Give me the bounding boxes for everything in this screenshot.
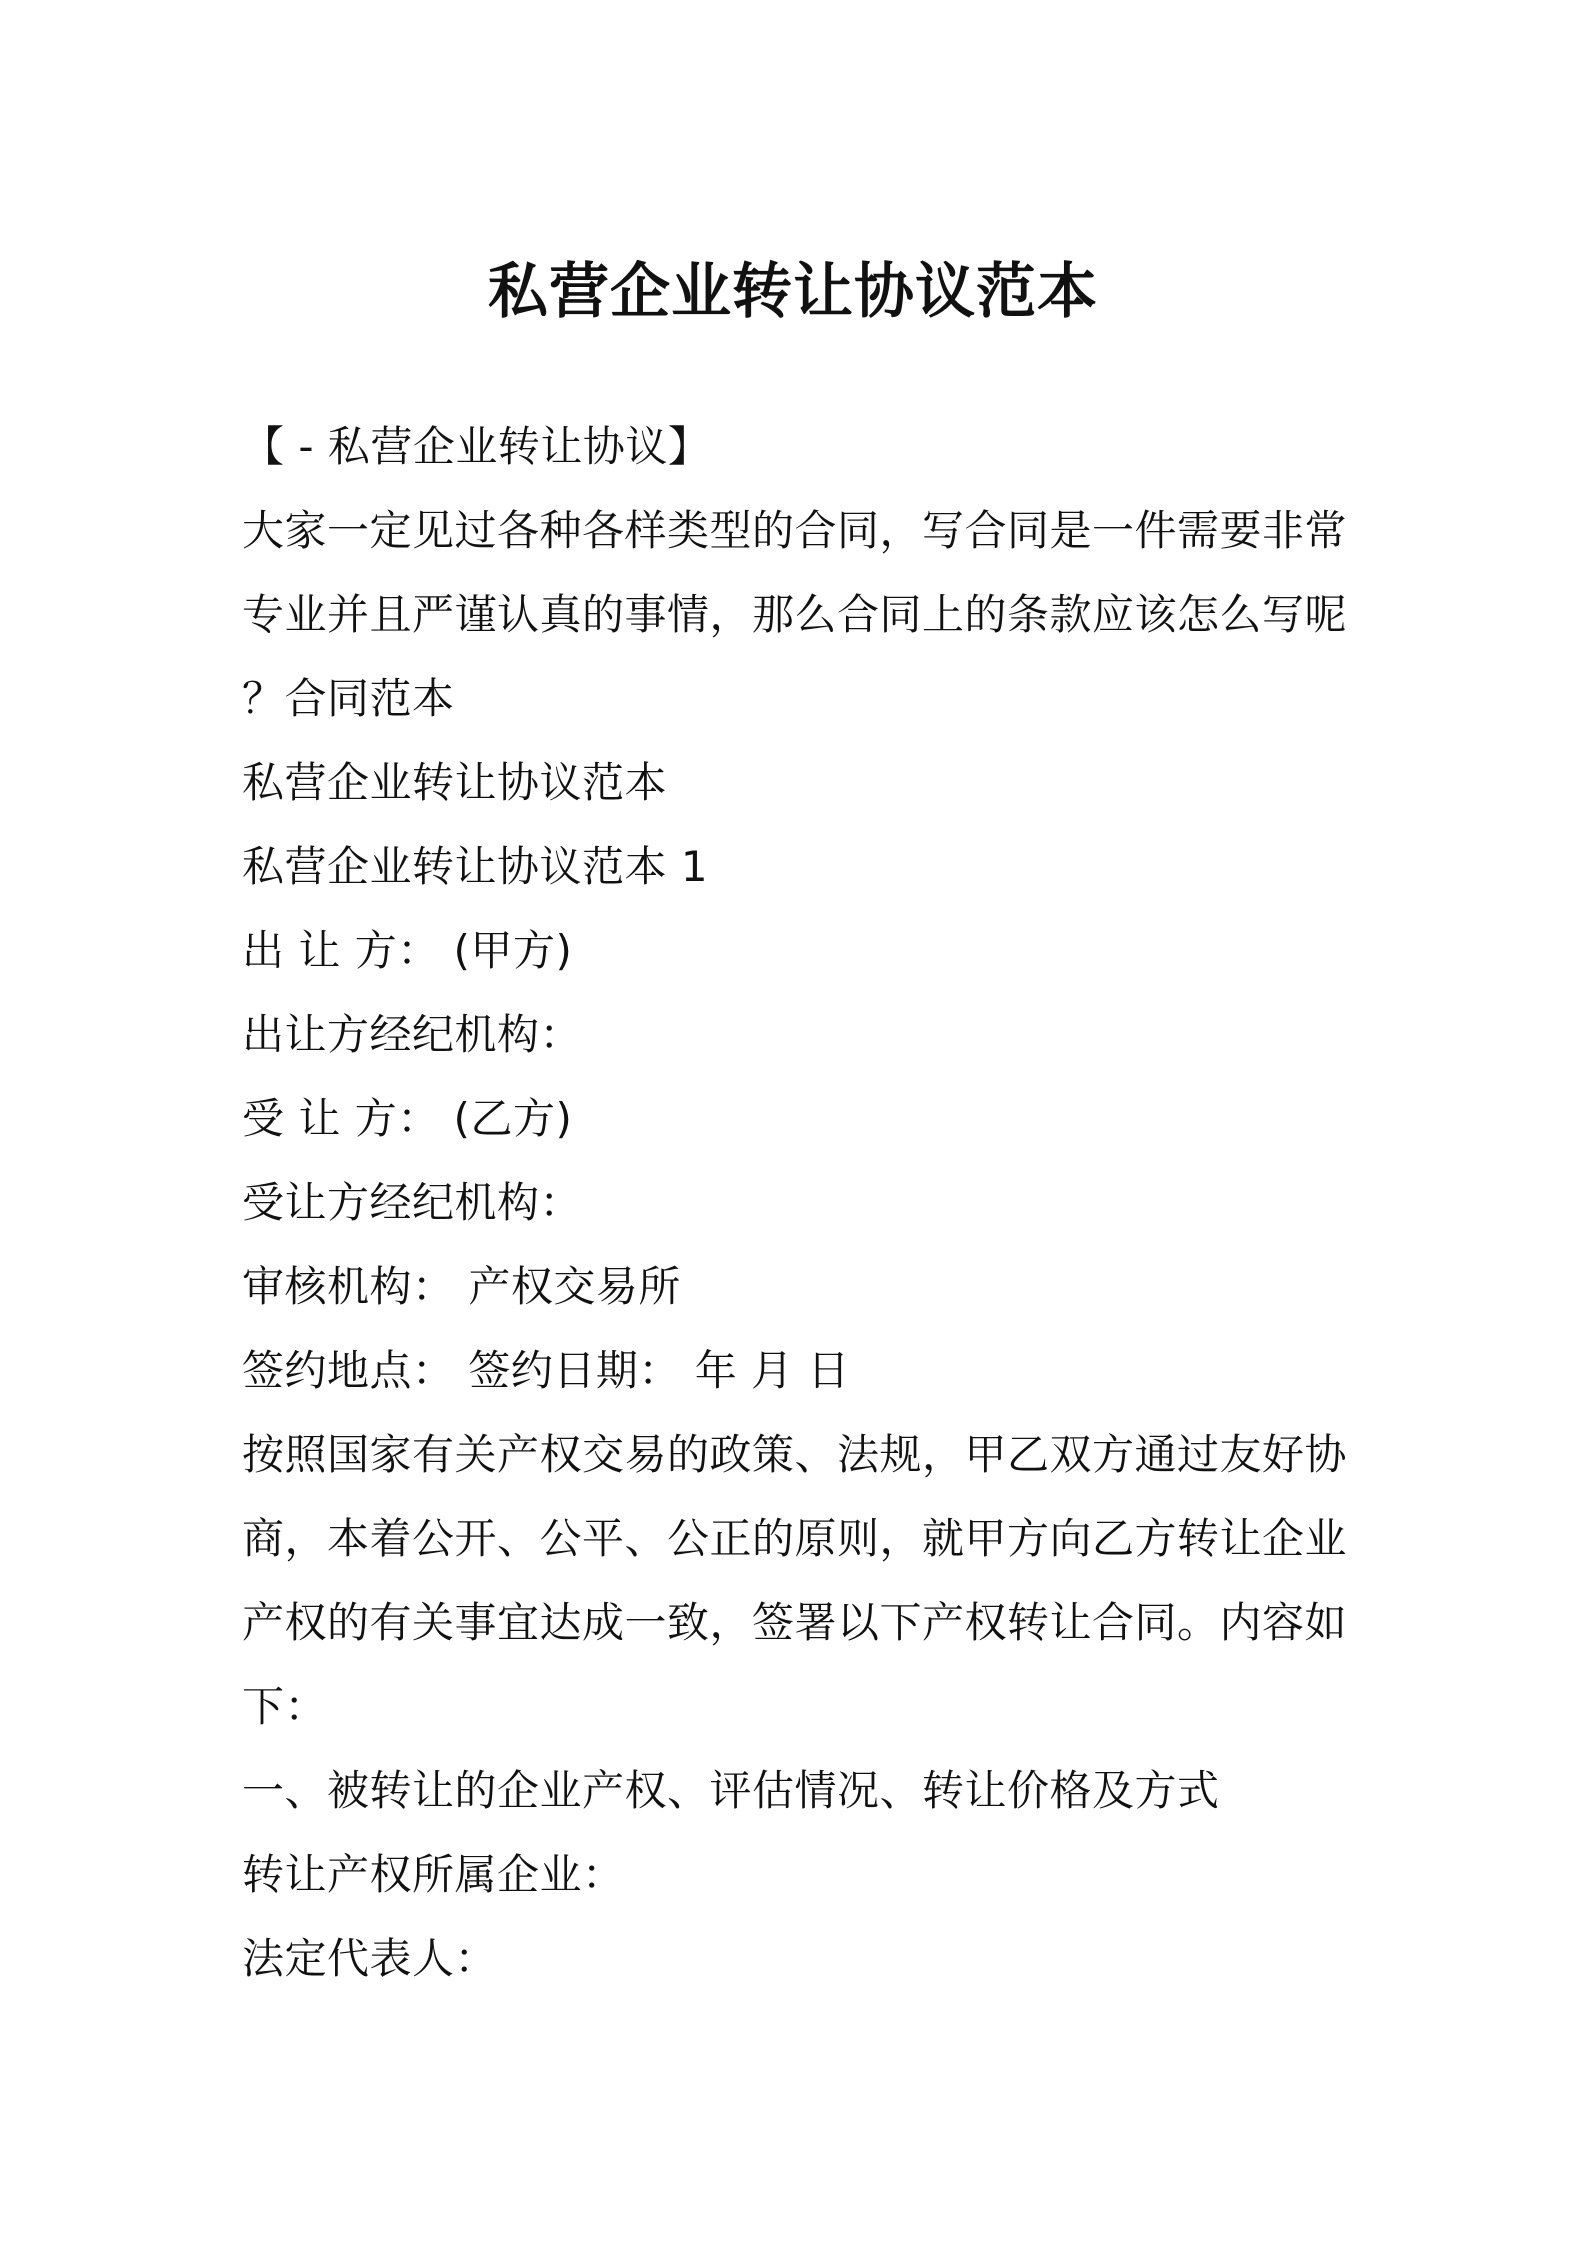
preamble-line-1: 按照国家有关产权交易的政策、法规，甲乙双方通过友好协	[242, 1430, 1348, 1479]
review-agency-line: 审核机构： 产权交易所	[242, 1262, 681, 1311]
transferor-agency-line: 出让方经纪机构：	[242, 1010, 583, 1059]
sample-heading-line: 私营企业转让协议范本 1	[242, 842, 709, 891]
document-body	[242, 405, 1362, 2001]
preamble-line-3: 产权的有关事宜达成一致，签署以下产权转让合同。内容如	[242, 1598, 1348, 1647]
intro-line-1: 大家一定见过各种各样类型的合同，写合同是一件需要非常	[242, 506, 1348, 555]
enterprise-line: 转让产权所属企业：	[242, 1850, 625, 1899]
transferee-line: 受 让 方： (乙方)	[242, 1094, 573, 1143]
signing-place-date-line: 签约地点： 签约日期： 年 月 日	[242, 1346, 850, 1395]
intro-line-3: ？合同范本	[242, 674, 455, 723]
heading-line: 私营企业转让协议范本	[242, 758, 668, 807]
legal-representative-line: 法定代表人：	[242, 1934, 498, 1983]
transferor-line: 出 让 方： (甲方)	[242, 926, 573, 975]
document-title: 私营企业转让协议范本	[488, 257, 1098, 327]
preamble-line-4: 下：	[242, 1682, 328, 1731]
intro-line-2: 专业并且严谨认真的事情，那么合同上的条款应该怎么写呢	[242, 590, 1348, 639]
subtitle-line: 【 - 私营企业转让协议】	[242, 422, 711, 471]
section-one-heading: 一、被转让的企业产权、评估情况、转让价格及方式	[242, 1766, 1220, 1815]
preamble-line-2: 商，本着公开、公平、公正的原则，就甲方向乙方转让企业	[242, 1514, 1348, 1563]
transferee-agency-line: 受让方经纪机构：	[242, 1178, 583, 1227]
